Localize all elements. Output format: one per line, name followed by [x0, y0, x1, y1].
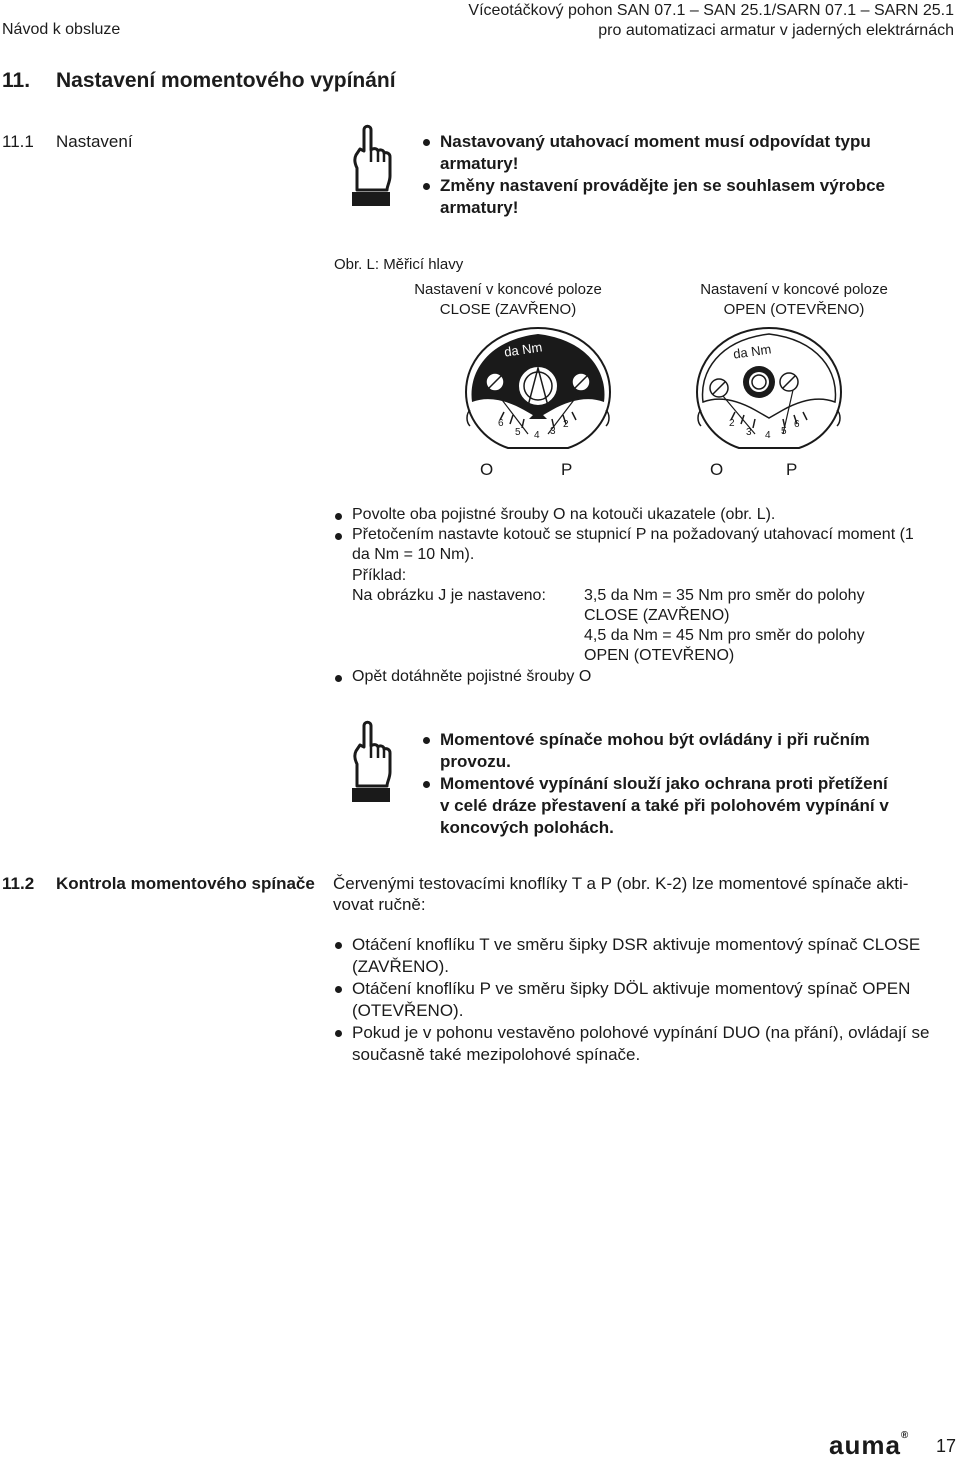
- dial-scale-tick: 5: [515, 427, 521, 438]
- pointing-hand-icon: [349, 124, 395, 208]
- figure-right-title-2: OPEN (OTEVŘENO): [723, 301, 865, 318]
- registered-mark: ®: [900, 1430, 910, 1441]
- check-step: Pokud je v pohonu vestavěno polohové vypínání DUO (na přání), ovládají se současně také mezipolohové spínače.: [333, 1022, 953, 1066]
- dial-scale-tick: 5: [781, 426, 787, 437]
- sub2-title: Kontrola momentového spínače: [56, 874, 315, 893]
- example-line: 3,5 da Nm = 35 Nm pro směr do polohy: [584, 587, 865, 604]
- torque-dial-open: [689, 322, 849, 454]
- label-o-left: O: [480, 460, 494, 479]
- example-line: 4,5 da Nm = 45 Nm pro směr do polohy: [584, 627, 865, 644]
- label-p-left: P: [561, 460, 573, 479]
- dial-scale-tick: 3: [550, 426, 556, 437]
- figure-left-title-1: Nastavení v koncové poloze: [414, 281, 602, 298]
- pointing-hand-icon: [349, 720, 395, 804]
- section-title: Nastavení momentového vypínání: [56, 69, 396, 92]
- instruction-step: Povolte oba pojistné šrouby O na kotouči ukazatele (obr. L).: [333, 505, 933, 525]
- dial-scale-tick: 6: [498, 418, 504, 429]
- dial-unit-label: da Nm: [732, 341, 773, 362]
- check-step: Otáčení knoflíku T ve směru šipky DSR aktivuje momentový spínač CLOSE (ZAVŘENO).: [333, 934, 953, 978]
- check-step: Otáčení knoflíku P ve směru šipky DÖL aktivuje momentový spínač OPEN (OTEVŘENO).: [333, 978, 953, 1022]
- brand-name: auma: [829, 1430, 901, 1460]
- example-line: OPEN (OTEVŘENO): [584, 647, 735, 664]
- warning-note: Změny nastavení provádějte jen se souhlasem výrobce armatury!: [421, 175, 941, 219]
- figure-right-title-1: Nastavení v koncové poloze: [700, 281, 888, 298]
- label-p-right: P: [786, 460, 798, 479]
- dial-scale-tick: 6: [794, 419, 800, 430]
- label-o-right: O: [710, 460, 724, 479]
- info-note: Momentové spínače mohou být ovládány i při ručním provozu.: [421, 729, 901, 773]
- instruction-step: Opět dotáhněte pojistné šrouby O: [333, 667, 933, 687]
- warning-note: Nastavovaný utahovací moment musí odpovídat typu armatury!: [421, 131, 941, 175]
- figure-left-title-2: CLOSE (ZAVŘENO): [439, 301, 577, 318]
- figure-caption: Obr. L: Měřicí hlavy: [334, 256, 464, 273]
- example-line: CLOSE (ZAVŘENO): [584, 607, 730, 624]
- dial-scale-tick: 4: [534, 430, 540, 441]
- header-right-line2: pro automatizaci armatur v jaderných elektrárnách: [598, 22, 954, 39]
- dial-unit-label: da Nm: [503, 339, 544, 360]
- sub2-intro-line1: Červenými testovacími knoflíky T a P (obr. K-2) lze momentové spínače akti-: [333, 874, 909, 893]
- sub1-title: Nastavení: [56, 132, 133, 151]
- instruction-step: Přetočením nastavte kotouč se stupnicí P na požadovaný utahovací moment (1 da Nm = 10 Nm).: [333, 525, 933, 565]
- sub1-number: 11.1: [2, 132, 34, 151]
- dial-scale-tick: 2: [729, 418, 735, 429]
- dial-scale-tick: 3: [746, 427, 752, 438]
- example-label: Příklad:: [352, 567, 407, 584]
- torque-dial-close: [458, 322, 618, 454]
- info-note: Momentové vypínání slouží jako ochrana proti přetížení v celé dráze přestavení a také při polohovém vypínání v koncových polohách.: [421, 773, 901, 839]
- sub2-intro-line2: vovat ručně:: [333, 895, 426, 914]
- page-number: 17: [936, 1436, 957, 1456]
- header-right-line1: Víceotáčkový pohon SAN 07.1 – SAN 25.1/SARN 07.1 – SARN 25.1: [468, 2, 954, 19]
- sub2-number: 11.2: [2, 874, 35, 893]
- header-left: Návod k obsluze: [2, 21, 121, 38]
- auma-logo: [829, 1430, 909, 1461]
- example-prefix: Na obrázku J je nastaveno:: [352, 587, 546, 604]
- dial-scale-tick: 2: [563, 419, 569, 430]
- section-number: 11.: [2, 69, 31, 92]
- dial-scale-tick: 4: [765, 430, 771, 441]
